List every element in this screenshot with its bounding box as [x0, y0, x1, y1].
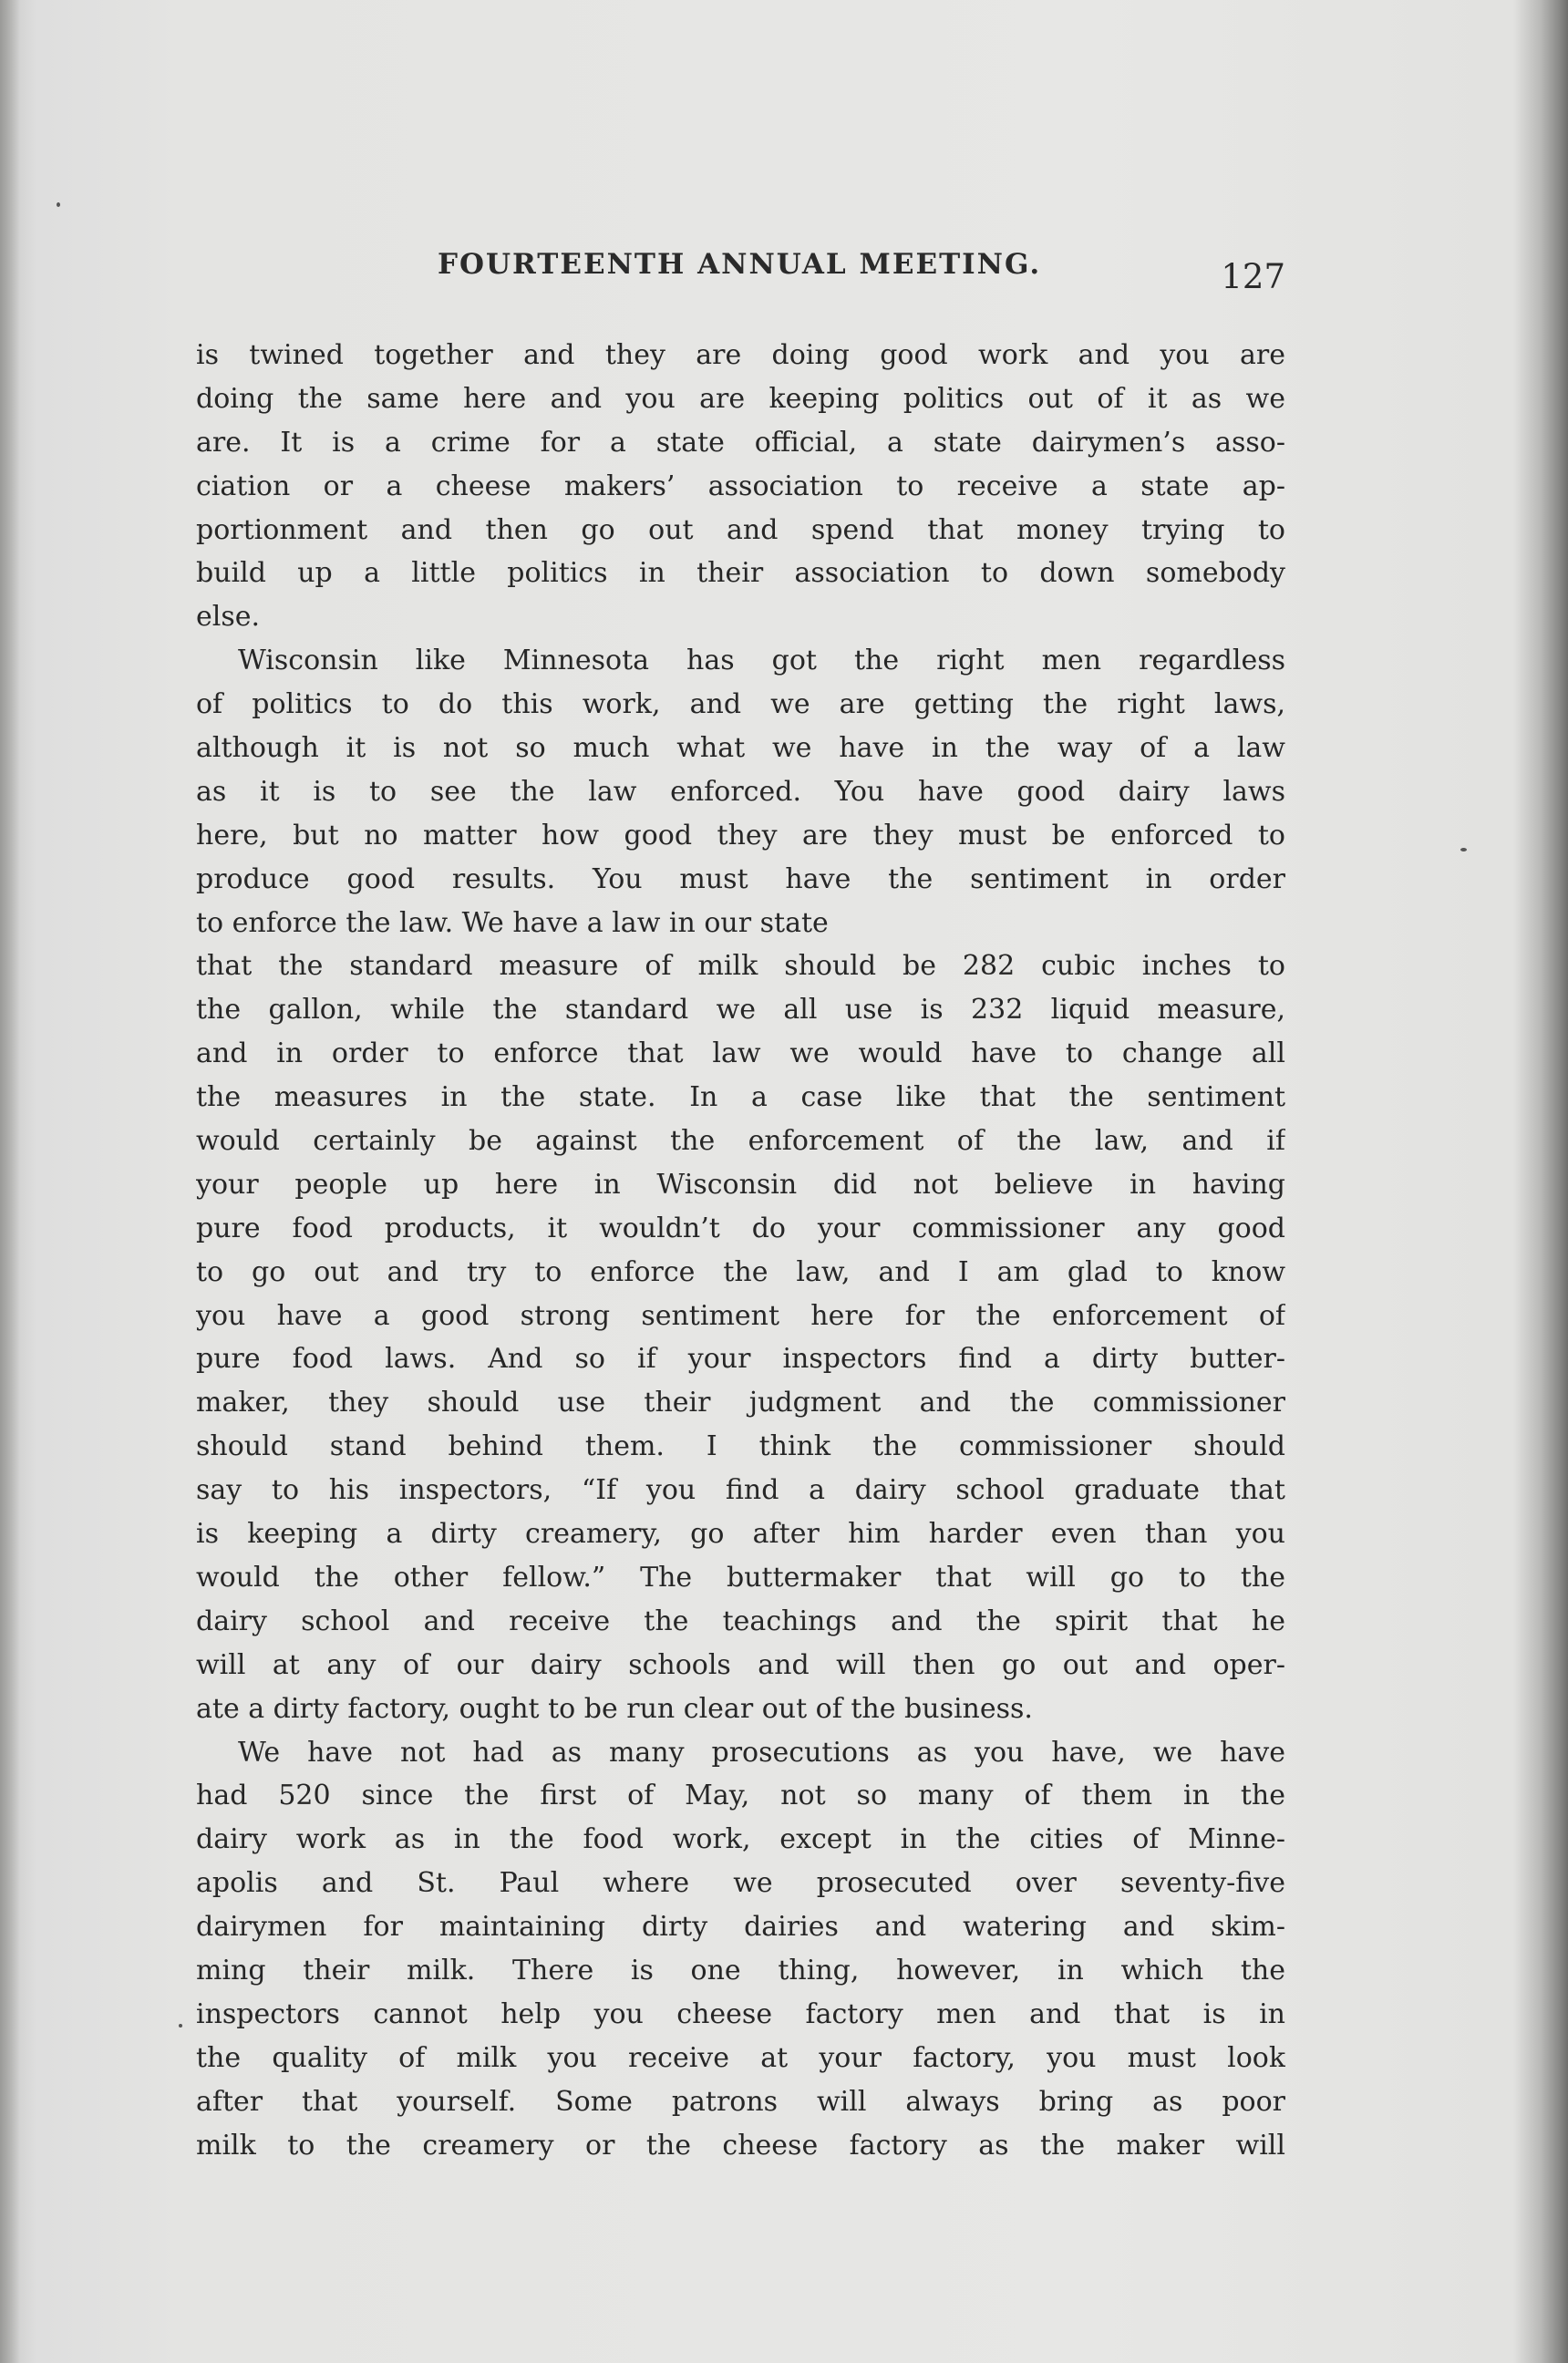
- text-line: Wisconsin like Minnesota has got the right men regardless: [238, 645, 1285, 677]
- text-line: here, but no matter how good they are they must be enforced to: [196, 819, 1285, 851]
- text-line: ate a dirty factory, ought to be run clear out of the business.: [196, 1692, 1033, 1725]
- speck: [57, 202, 60, 207]
- text-line: after that yourself. Some patrons will always bring as poor: [196, 2085, 1285, 2118]
- text-line: portionment and then go out and spend that money trying to: [196, 513, 1285, 546]
- text-line: are. It is a crime for a state official, a state dairymen’s asso-: [196, 426, 1285, 459]
- text-line: although it is not so much what we have in the way of a law: [196, 732, 1285, 765]
- body-text: [196, 334, 1285, 2180]
- text-line: your people up here in Wisconsin did not believe in having: [196, 1168, 1285, 1201]
- text-line: the measures in the state. In a case like that the sentiment: [196, 1081, 1285, 1114]
- text-line: We have not had as many prosecutions as you have, we have: [238, 1736, 1285, 1769]
- text-line: of politics to do this work, and we are getting the right laws,: [196, 688, 1285, 721]
- text-line: say to his inspectors, “If you find a dairy school graduate that: [196, 1474, 1285, 1507]
- text-line: else.: [196, 601, 261, 634]
- text-line: milk to the creamery or the cheese factory as the maker will: [196, 2129, 1285, 2162]
- text-line: dairy work as in the food work, except in the cities of Minne-: [196, 1823, 1285, 1856]
- text-line: dairymen for maintaining dirty dairies and watering and skim-: [196, 1911, 1285, 1944]
- text-line: will at any of our dairy schools and will then go out and oper-: [196, 1648, 1285, 1681]
- text-line: ming their milk. There is one thing, however, in which the: [196, 1954, 1285, 1986]
- text-line: to enforce the law. We have a law in our state: [196, 906, 829, 939]
- speck: [179, 2024, 182, 2028]
- text-line: inspectors cannot help you cheese factory men and that is in: [196, 1997, 1285, 2030]
- text-line: should stand behind them. I think the commissioner should: [196, 1430, 1285, 1463]
- text-line: would the other fellow.” The buttermaker that will go to the: [196, 1561, 1285, 1594]
- text-line: that the standard measure of milk should be 282 cubic inches to: [196, 950, 1285, 983]
- page-number: 127: [1221, 257, 1285, 296]
- text-line: you have a good strong sentiment here for the enforcement of: [196, 1299, 1285, 1332]
- text-line: the quality of milk you receive at your factory, you must look: [196, 2041, 1285, 2074]
- running-head: FOURTEENTH ANNUAL MEETING.: [438, 248, 1042, 281]
- text-line: would certainly be against the enforcement of the law, and if: [196, 1125, 1285, 1158]
- text-line: build up a little politics in their association to down somebody: [196, 557, 1285, 590]
- text-line: pure food products, it wouldn’t do your commissioner any good: [196, 1212, 1285, 1244]
- text-line: to go out and try to enforce the law, and I am glad to know: [196, 1255, 1285, 1288]
- text-line: apolis and St. Paul where we prosecuted over seventy-five: [196, 1867, 1285, 1900]
- text-line: produce good results. You must have the sentiment in order: [196, 862, 1285, 895]
- text-line: maker, they should use their judgment and the commissioner: [196, 1387, 1285, 1419]
- speck: [1460, 848, 1467, 851]
- text-line: ciation or a cheese makers’ association to receive a state ap-: [196, 470, 1285, 502]
- text-line: doing the same here and you are keeping politics out of it as we: [196, 382, 1285, 415]
- spine-shadow: [0, 0, 20, 2363]
- text-line: is twined together and they are doing good work and you are: [196, 339, 1285, 371]
- text-line: and in order to enforce that law we would have to change all: [196, 1037, 1285, 1070]
- text-line: is keeping a dirty creamery, go after him harder even than you: [196, 1518, 1285, 1551]
- text-line: as it is to see the law enforced. You have good dairy laws: [196, 775, 1285, 808]
- text-line: the gallon, while the standard we all use is 232 liquid measure,: [196, 994, 1285, 1027]
- page-header: [196, 244, 1285, 308]
- text-line: dairy school and receive the teachings and the spirit that he: [196, 1605, 1285, 1637]
- text-line: pure food laws. And so if your inspectors find a dirty butter-: [196, 1343, 1285, 1376]
- text-line: had 520 since the first of May, not so many of them in the: [196, 1780, 1285, 1812]
